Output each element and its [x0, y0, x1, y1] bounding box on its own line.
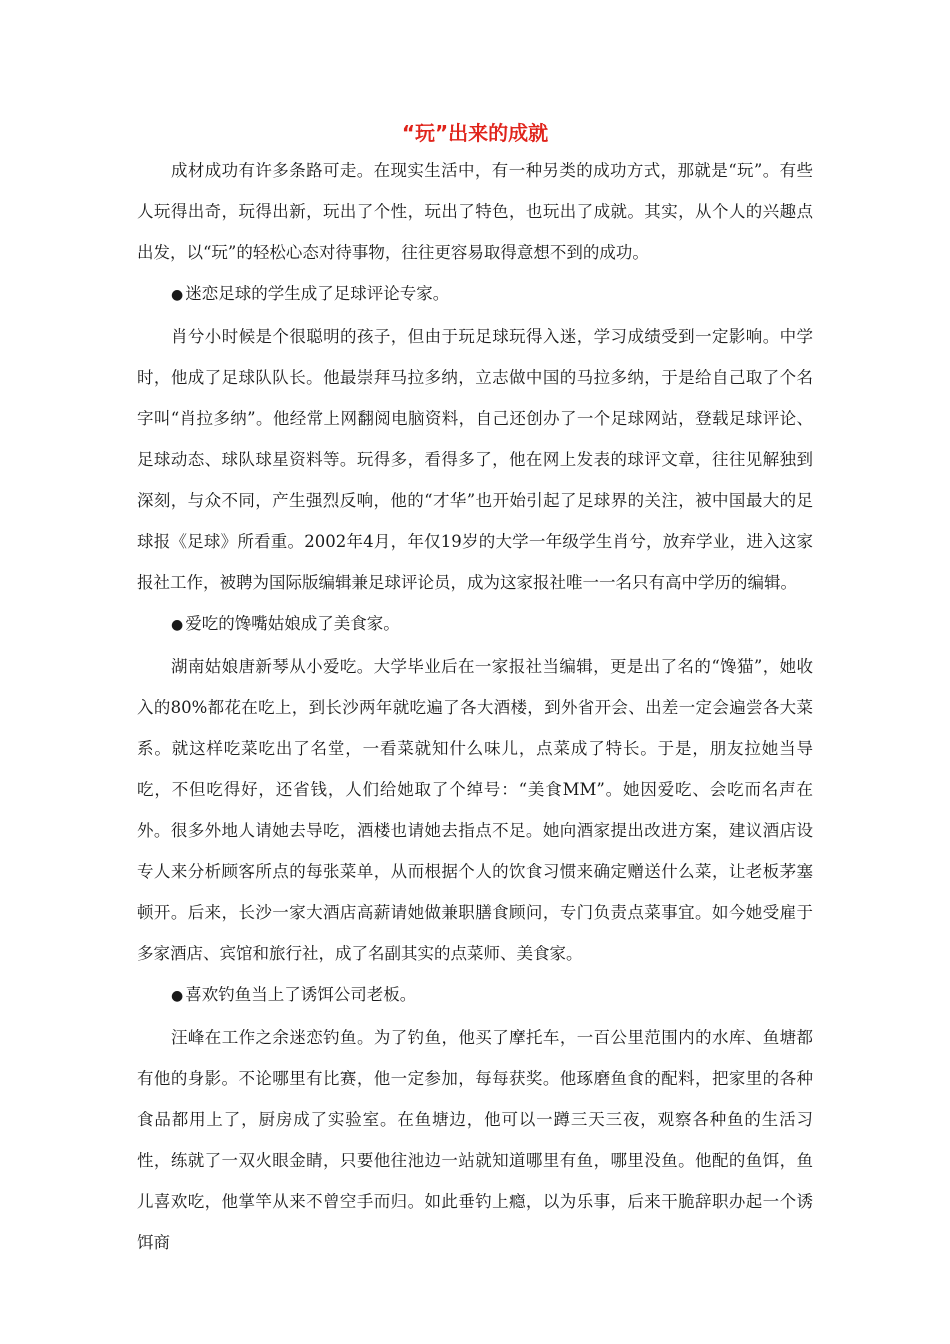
section-heading-fishing	[137, 974, 813, 1017]
bullet-icon: ●	[171, 617, 184, 633]
section-heading-food	[137, 603, 813, 646]
section-heading-football	[137, 273, 813, 316]
section-body-football: 肖兮小时候是个很聪明的孩子，但由于玩足球玩得入迷，学习成绩受到一定影响。中学时，他成了足球队队长。他最崇拜马拉多纳，立志做中国的马拉多纳，于是给自己取了个名字叫“肖拉多纳”。他经常上网翻阅电脑资料，自己还创办了一个足球网站，登载足球评论、足球动态、球队球星资料等。玩得多，看得多了，他在网上发表的球评文章，往往见解独到深刻，与众不同，产生强烈反响，他的“才华”也开始引起了足球界的关注，被中国最大的足球报《足球》所看重。2002年4月，年仅19岁的大学一年级学生肖兮，放弃学业，进入这家报社工作，被聘为国际版编辑兼足球评论员，成为这家报社唯一一名只有高中学历的编辑。	[137, 327, 813, 592]
section-heading-text: 爱吃的馋嘴姑娘成了美食家。	[185, 614, 400, 633]
bullet-icon: ●	[171, 988, 184, 1004]
bullet-icon: ●	[171, 287, 184, 303]
section-heading-text: 迷恋足球的学生成了足球评论专家。	[185, 284, 450, 303]
section-body-food: 湖南姑娘唐新琴从小爱吃。大学毕业后在一家报社当编辑，更是出了名的“馋猫”，她收入的80%都花在吃上，到长沙两年就吃遍了各大酒楼，到外省开会、出差一定会遍尝各大菜系。就这样吃菜吃出了名堂，一看菜就知什么味儿，点菜成了特长。于是，朋友拉她当导吃，不但吃得好，还省钱，人们给她取了个绰号：“美食MM”。她因爱吃、会吃而名声在外。很多外地人请她去导吃，酒楼也请她去指点不足。她向酒家提出改进方案，建议酒店设专人来分析顾客所点的每张菜单，从而根据个人的饮食习惯来确定赠送什么菜，让老板茅塞顿开。后来，长沙一家大酒店高薪请她做兼职膳食顾问，专门负责点菜事宜。如今她受雇于多家酒店、宾馆和旅行社，成了名副其实的点菜师、美食家。	[137, 657, 813, 963]
document-title: “玩”出来的成就	[401, 121, 549, 145]
section-heading-text: 喜欢钓鱼当上了诱饵公司老板。	[185, 985, 417, 1004]
document-page	[137, 118, 813, 1263]
intro-paragraph: 成材成功有许多条路可走。在现实生活中，有一种另类的成功方式，那就是“玩”。有些人玩得出奇，玩得出新，玩出了个性，玩出了特色，也玩出了成就。其实，从个人的兴趣点出发，以“玩”的轻松心态对待事物，往往更容易取得意想不到的成功。	[137, 161, 813, 262]
section-body-fishing: 汪峰在工作之余迷恋钓鱼。为了钓鱼，他买了摩托车，一百公里范围内的水库、鱼塘都有他的身影。不论哪里有比赛，他一定参加，每每获奖。他琢磨鱼食的配料，把家里的各种食品都用上了，厨房成了实验室。在鱼塘边，他可以一蹲三天三夜，观察各种鱼的生活习性，练就了一双火眼金睛，只要他往池边一站就知道哪里有鱼，哪里没鱼。他配的鱼饵，鱼儿喜欢吃，他掌竿从来不曾空手而归。如此垂钓上瘾，以为乐事，后来干脆辞职办起一个诱饵商	[137, 1028, 813, 1252]
